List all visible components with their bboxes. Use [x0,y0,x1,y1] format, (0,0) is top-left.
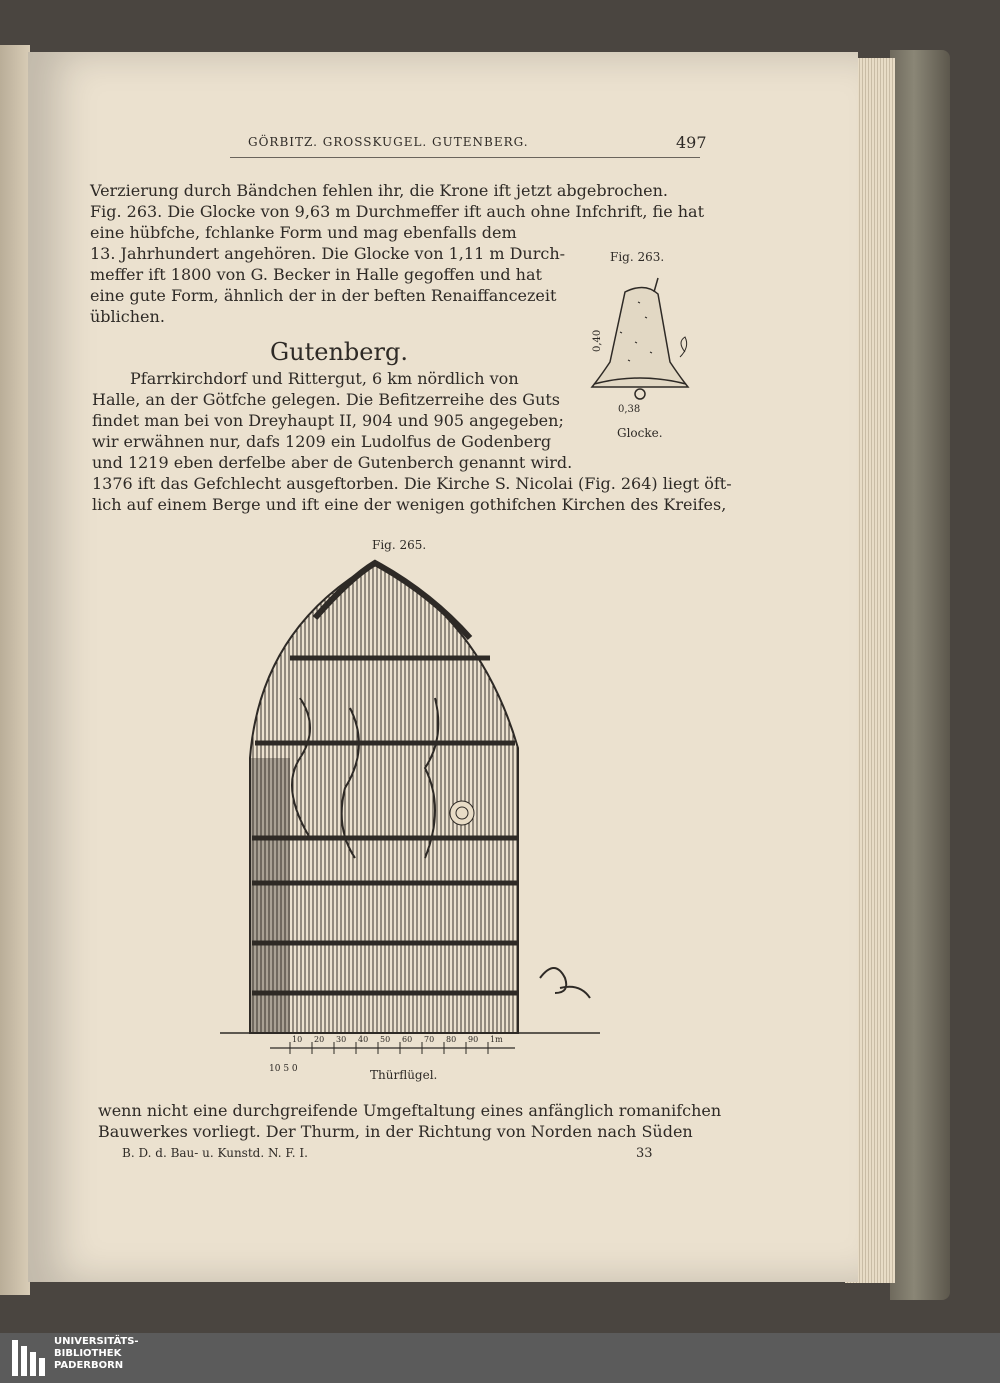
text-line: Verzierung durch Bändchen fehlen ihr, die Krone ift jetzt abgebrochen. [90,181,668,200]
library-line-1: UNIVERSITÄTS- [54,1336,139,1347]
left-page-edge [0,45,30,1295]
series-footer: B. D. d. Bau- u. Kunstd. N. F. I. [122,1146,308,1160]
text-line: Bauwerkes vorliegt. Der Thurm, in der Richtung von Norden nach Süden [98,1122,693,1141]
text-line: Fig. 263. Die Glocke von 9,63 m Durchmeffer ift auch ohne Infchrift, fie hat [90,202,705,221]
bell-width-dimension: 0,38 [618,404,641,415]
scale-label: 90 [468,1035,479,1044]
fig-265-label: Fig. 265. [372,538,427,552]
scale-label: 60 [402,1035,413,1044]
text-line: wir erwähnen nur, dafs 1209 ein Ludolfus de Godenberg [92,432,552,451]
scale-label: 80 [446,1035,457,1044]
text-line: wenn nicht eine durchgreifende Umgeftaltung eines anfänglich romanifchen [98,1101,722,1120]
text-line: findet man bei von Dreyhaupt II, 904 und 905 angegeben; [92,411,564,430]
bell-illustration [580,272,700,422]
text-line: meffer ift 1800 von G. Becker in Halle gegoffen und hat [90,265,542,284]
text-line: Halle, an der Götfche gelegen. Die Befitzerreihe des Guts [92,390,561,409]
scale-label: 70 [424,1035,435,1044]
header-rule [230,157,700,158]
text-line: 13. Jahrhundert angehören. Die Glocke von 1,11 m Durch- [90,244,566,263]
door-drawing [220,563,600,1048]
text-line: üblichen. [90,307,165,326]
text-line: lich auf einem Berge und ift eine der wenigen gothifchen Kirchen des Kreifes, [92,495,727,514]
scale-label: 50 [380,1035,391,1044]
bell-drawing [592,278,688,399]
library-banner [0,1333,1000,1383]
scale-label: 40 [358,1035,369,1044]
text-line: Pfarrkirchdorf und Rittergut, 6 km nördlich von [130,369,519,388]
section-heading: Gutenberg. [270,338,408,366]
library-name [54,1336,139,1372]
scale-label: 30 [336,1035,347,1044]
running-title: GÖRBITZ. GROSSKUGEL. GUTENBERG. [248,135,529,149]
book-cover [890,50,950,1300]
text-line: 1376 ift das Gefchlecht ausgeftorben. Die Kirche S. Nicolai (Fig. 264) liegt öft- [92,474,732,493]
fig-263-caption: Glocke. [617,426,663,440]
fig-265-caption: Thürflügel. [370,1068,438,1082]
text-line: eine hübfche, fchlanke Form und mag ebenfalls dem [90,223,517,242]
scale-label: 20 [314,1035,325,1044]
text-line: und 1219 eben derfelbe aber de Gutenberch genannt wird. [92,453,573,472]
signature-mark: 33 [636,1146,653,1161]
scale-label: 10 [292,1035,303,1044]
fig-263-label: Fig. 263. [610,250,665,264]
text-line: eine gute Form, ähnlich der in der beften Renaiffancezeit [90,286,557,305]
page-number: 497 [676,133,707,152]
library-line-2: BIBLIOTHEK [54,1348,122,1359]
library-line-3: PADERBORN [54,1360,124,1371]
scale-start-label: 10 5 0 [269,1064,298,1074]
bell-height-dimension: 0,40 [592,329,603,352]
library-logo-icon [10,1338,48,1378]
scale-label: 1m [490,1035,503,1044]
door-illustration [200,558,610,1058]
scale-bar [290,1035,503,1054]
